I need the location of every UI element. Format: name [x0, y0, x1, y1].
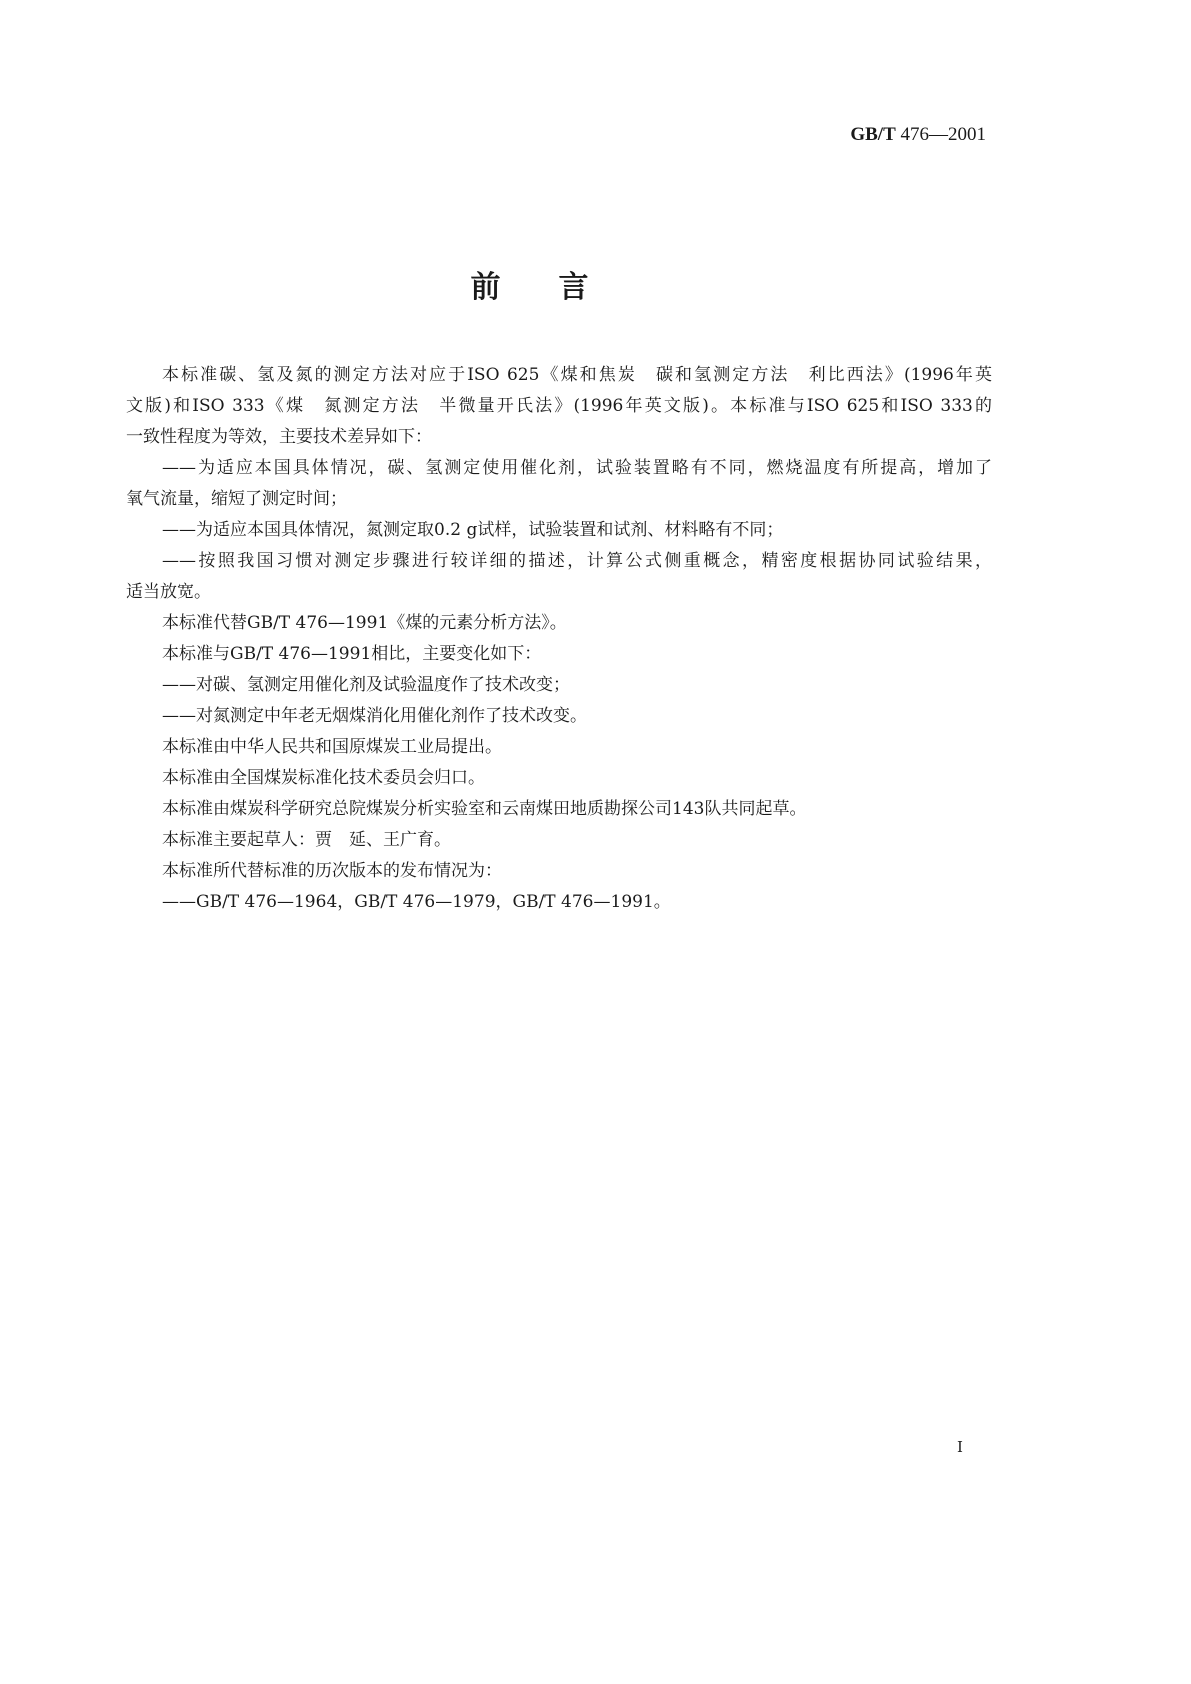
paragraph-line: 文版)和ISO 333《煤 氮测定方法 半微量开氏法》(1996年英文版)。本标准与ISO 625和ISO 333的 [126, 396, 992, 416]
paragraph-line: 本标准所代替标准的历次版本的发布情况为： [162, 861, 502, 881]
paragraph-line: ——对氮测定中年老无烟煤消化用催化剂作了技术改变。 [162, 706, 587, 726]
paragraph-line: ——为适应本国具体情况，碳、氢测定使用催化剂，试验装置略有不同，燃烧温度有所提高，增加了 [162, 458, 992, 478]
paragraph-line: ——对碳、氢测定用催化剂及试验温度作了技术改变； [162, 675, 570, 695]
paragraph [126, 856, 992, 887]
paragraph [126, 763, 992, 794]
paragraph-line: 本标准与GB/T 476—1991相比，主要变化如下： [162, 644, 542, 664]
paragraph-line: 本标准主要起草人：贾 延、王广育。 [162, 830, 451, 850]
paragraph-line: 本标准代替GB/T 476—1991《煤的元素分析方法》。 [162, 613, 567, 633]
paragraph [126, 360, 992, 453]
paragraph [126, 825, 992, 856]
paragraph-line: 本标准由煤炭科学研究总院煤炭分析实验室和云南煤田地质勘探公司143队共同起草。 [162, 799, 807, 819]
code-prefix: GB/T [850, 124, 896, 145]
paragraph [126, 670, 992, 701]
paragraph [126, 608, 992, 639]
paragraph [126, 546, 992, 608]
standard-code-header [850, 124, 986, 146]
paragraph-line: ——按照我国习惯对测定步骤进行较详细的描述，计算公式侧重概念，精密度根据协同试验结果， [162, 551, 992, 571]
paragraph-line: 适当放宽。 [126, 582, 211, 602]
paragraph-line: ——为适应本国具体情况，氮测定取0.2 g试样，试验装置和试剂、材料略有不同； [162, 520, 784, 540]
paragraph [126, 453, 992, 515]
paragraph-line: ——GB/T 476—1964，GB/T 476—1979，GB/T 476—1991。 [162, 892, 671, 912]
paragraph [126, 732, 992, 763]
page-title: 前言 [470, 270, 647, 305]
foreword-body [126, 360, 992, 918]
paragraph [126, 639, 992, 670]
paragraph [126, 701, 992, 732]
paragraph [126, 794, 992, 825]
paragraph-line: 氧气流量，缩短了测定时间； [126, 489, 347, 509]
paragraph [126, 515, 992, 546]
paragraph-line: 本标准由全国煤炭标准化技术委员会归口。 [162, 768, 485, 788]
paragraph [126, 887, 992, 918]
page-number: I [957, 1438, 963, 1456]
paragraph-line: 本标准由中华人民共和国原煤炭工业局提出。 [162, 737, 502, 757]
code-number: 476—2001 [895, 124, 986, 145]
paragraph-line: 本标准碳、氢及氮的测定方法对应于ISO 625《煤和焦炭 碳和氢测定方法 利比西法》(1996年英 [162, 365, 992, 385]
paragraph-line: 一致性程度为等效，主要技术差异如下： [126, 427, 432, 447]
